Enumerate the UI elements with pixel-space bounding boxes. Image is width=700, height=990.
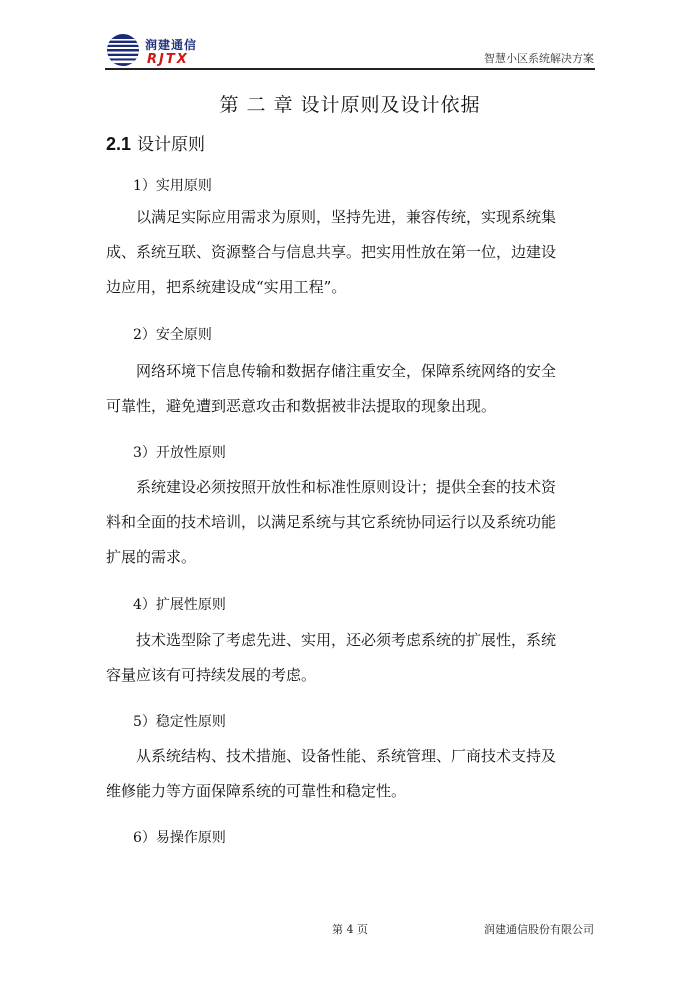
section-title-text: 设计原则 <box>137 135 206 155</box>
item-heading-stability: 5）稳定性原则 <box>133 714 226 730</box>
item-heading-security: 2）安全原则 <box>133 327 212 343</box>
paragraph-line: 料和全面的技术培训，以满足系统与其它系统协同运行以及系统功能 <box>106 513 557 531</box>
paragraph-line: 从系统结构、技术措施、设备性能、系统管理、厂商技术支持及 <box>136 747 557 765</box>
footer-company-name: 润建通信股份有限公司 <box>484 923 594 936</box>
item-heading-usability: 6）易操作原则 <box>133 830 226 846</box>
item-paragraph-stability <box>106 739 596 809</box>
paragraph-line: 维修能力等方面保障系统的可靠性和稳定性。 <box>106 782 407 800</box>
document-title-header: 智慧小区系统解决方案 <box>484 52 594 65</box>
item-paragraph-openness <box>106 470 596 575</box>
section-number: 2.1 <box>106 134 132 154</box>
paragraph-line: 系统建设必须按照开放性和标准性原则设计；提供全套的技术资 <box>136 478 557 496</box>
item-paragraph-security <box>106 354 596 424</box>
page-number: 第 4 页 <box>332 923 368 936</box>
paragraph-line: 成、系统互联、资源整合与信息共享。把实用性放在第一位，边建设 <box>106 243 557 261</box>
item-heading-openness: 3）开放性原则 <box>133 445 226 461</box>
item-heading-practical: 1）实用原则 <box>133 178 212 194</box>
paragraph-line: 可靠性，避免遭到恶意攻击和数据被非法提取的现象出现。 <box>106 397 497 415</box>
paragraph-line: 技术选型除了考虑先进、实用，还必须考虑系统的扩展性，系统 <box>136 631 557 649</box>
paragraph-line: 容量应该有可持续发展的考虑。 <box>106 666 317 684</box>
item-paragraph-practical <box>106 200 596 305</box>
globe-logo-icon <box>105 32 141 68</box>
company-logo <box>105 32 205 68</box>
chapter-title: 第 二 章 设计原则及设计依据 <box>219 94 481 116</box>
logo-english-name: RJTX <box>147 52 189 67</box>
paragraph-line: 以满足实际应用需求为原则，坚持先进，兼容传统，实现系统集 <box>136 208 557 226</box>
item-heading-scalability: 4）扩展性原则 <box>133 597 226 613</box>
paragraph-line: 边应用，把系统建设成“实用工程”。 <box>106 278 347 296</box>
paragraph-line: 网络环境下信息传输和数据存储注重安全，保障系统网络的安全 <box>136 362 557 380</box>
logo-chinese-name: 润建通信 <box>145 38 198 52</box>
paragraph-line: 扩展的需求。 <box>106 548 197 566</box>
item-paragraph-scalability <box>106 623 596 693</box>
header-divider <box>105 68 595 70</box>
section-title <box>106 130 205 155</box>
